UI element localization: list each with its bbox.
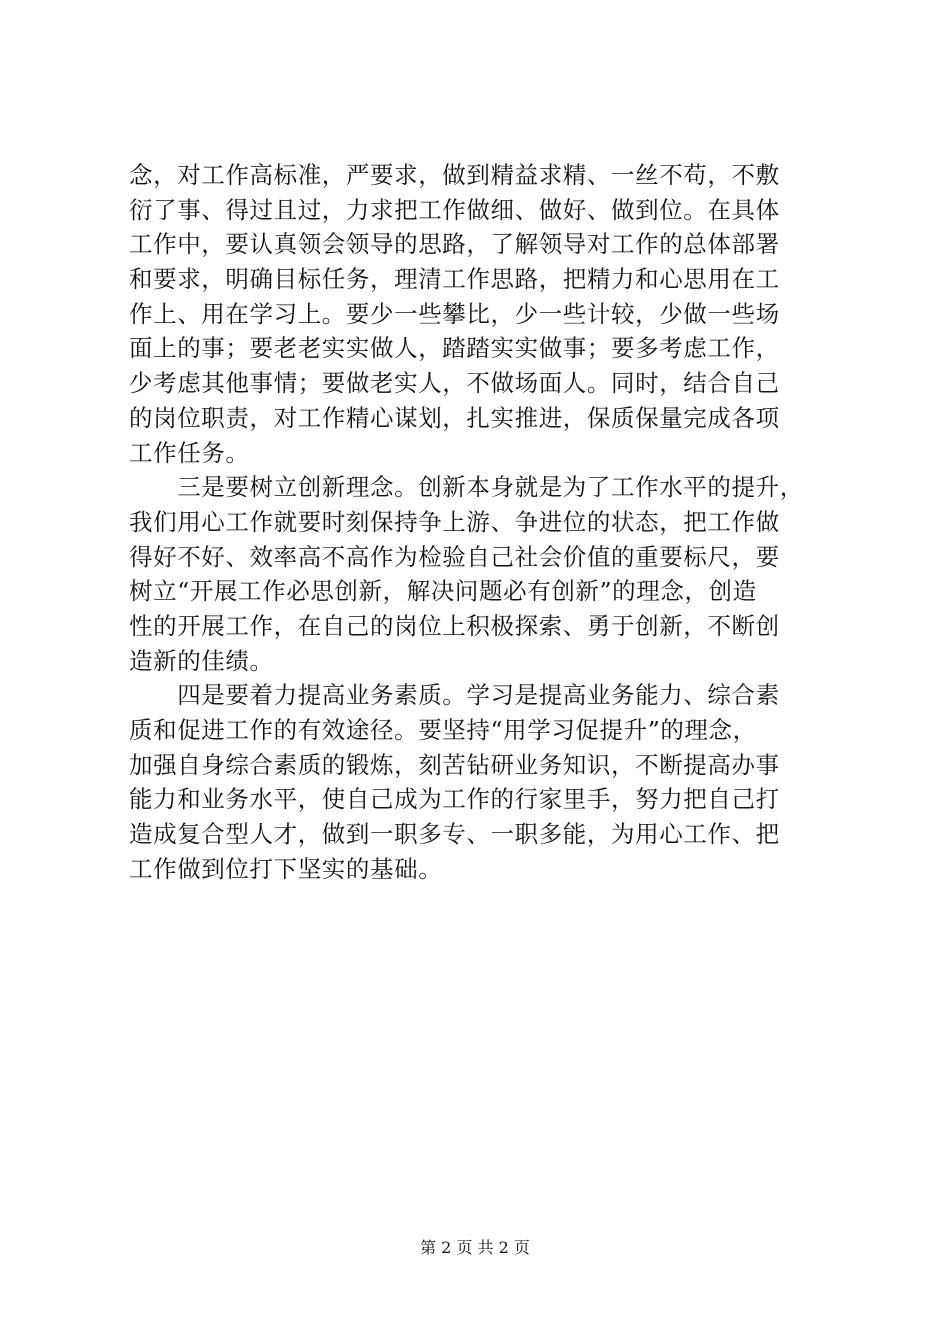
- text-line: 作上、用在学习上。要少一些攀比，少一些计较，少做一些场: [129, 299, 780, 328]
- paragraph-start-line: 四是要着力提高业务素质。学习是提高业务能力、综合素: [129, 681, 780, 710]
- text-line: 的岗位职责，对工作精心谋划，扎实推进，保质保量完成各项: [129, 403, 780, 432]
- text-line: 念，对工作高标准，严要求，做到精益求精、一丝不苟，不敷: [129, 161, 780, 189]
- text-line: 树立“开展工作必思创新，解决问题必有创新”的理念，创造: [129, 577, 757, 606]
- text-line: 造新的佳绩。: [129, 646, 274, 675]
- paragraph-start-line: 三是要树立创新理念。创新本身就是为了工作水平的提升，: [129, 473, 804, 502]
- text-line: 工作任务。: [129, 438, 250, 467]
- text-line: 能力和业务水平，使自己成为工作的行家里手，努力把自己打: [129, 785, 780, 814]
- text-line: 衍了事、得过且过，力求把工作做细、做好、做到位。在具体: [129, 195, 780, 224]
- text-line: 得好不好、效率高不高作为检验自己社会价值的重要标尺，要: [129, 542, 780, 571]
- text-line: 工作做到位打下坚实的基础。: [129, 854, 443, 883]
- page-number-label: 第 2 页 共 2 页: [420, 1238, 530, 1257]
- text-line: 少考虑其他事情；要做老实人，不做场面人。同时，结合自己: [129, 369, 780, 398]
- text-line: 加强自身综合素质的锻炼，刻苦钻研业务知识，不断提高办事: [129, 750, 780, 779]
- text-line: 和要求，明确目标任务，理清工作思路，把精力和心思用在工: [129, 265, 780, 294]
- text-line: 造成复合型人才，做到一职多专、一职多能，为用心工作、把: [129, 820, 780, 849]
- page-footer: [0, 1236, 950, 1260]
- body-text: [129, 158, 829, 886]
- text-line: 面上的事；要老老实实做人，踏踏实实做事；要多考虑工作，: [129, 334, 780, 363]
- text-line: 质和促进工作的有效途径。要坚持“用学习促提升”的理念，: [129, 716, 757, 744]
- text-line: 我们用心工作就要时刻保持争上游、争进位的状态，把工作做: [129, 507, 780, 536]
- text-line: 工作中，要认真领会领导的思路，了解领导对工作的总体部署: [129, 230, 780, 259]
- text-line: 性的开展工作，在自己的岗位上积极探索、勇于创新，不断创: [129, 611, 780, 640]
